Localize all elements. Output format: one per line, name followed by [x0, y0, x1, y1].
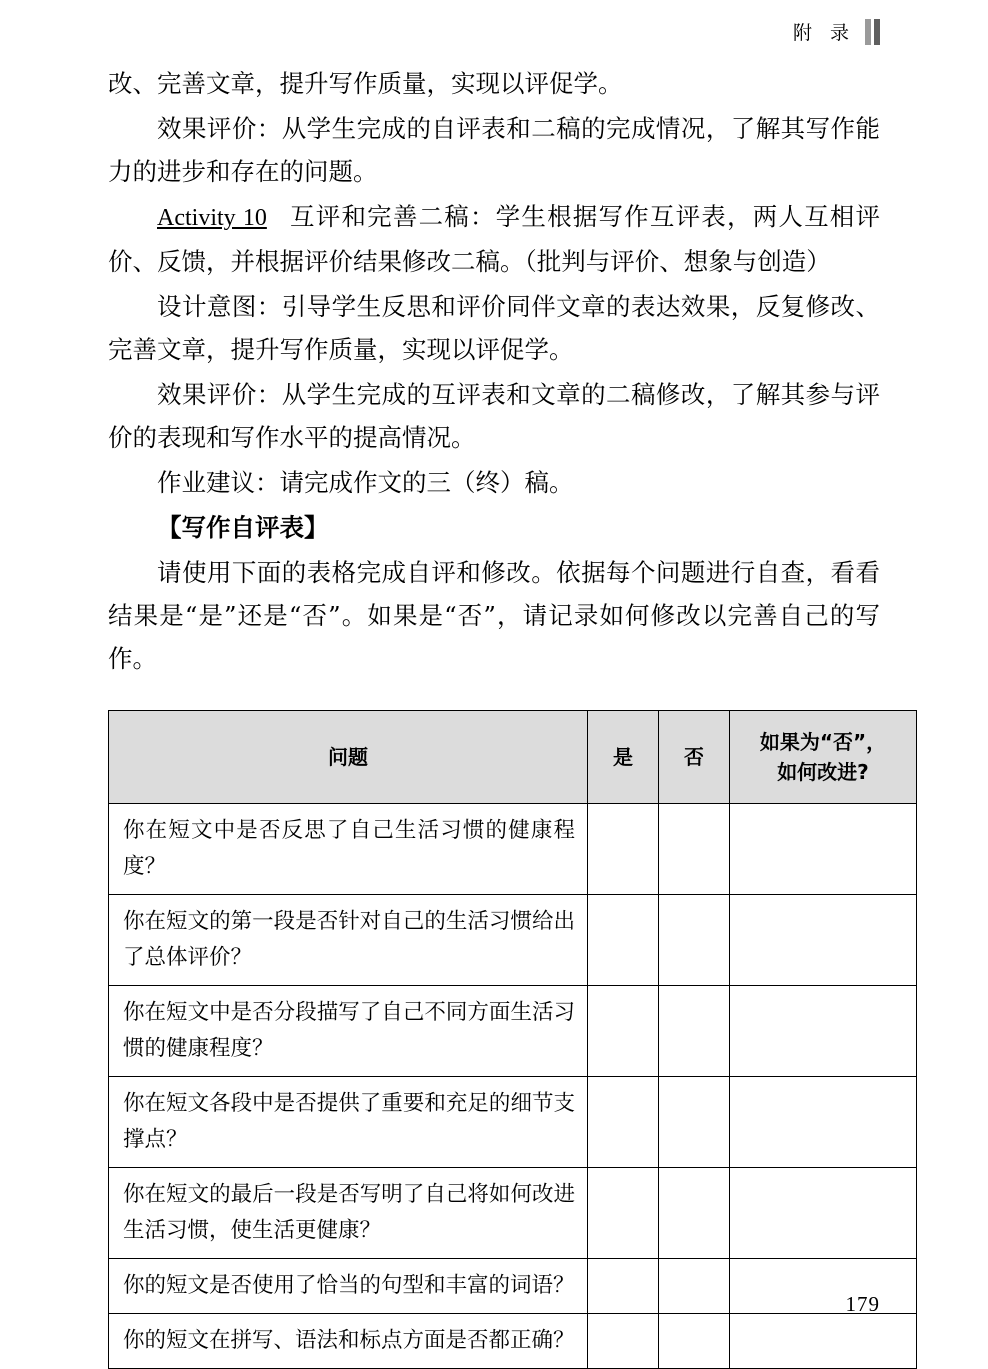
- page-header: [793, 18, 880, 45]
- row-no-cell[interactable]: [659, 1168, 730, 1259]
- column-header-question: 问题: [109, 711, 588, 804]
- row-question: 你在短文中是否分段描写了自己不同方面生活习惯的健康程度？: [109, 986, 588, 1077]
- paragraph-activity-10: [108, 195, 880, 283]
- paragraph-homework-suggestion: 作业建议：请完成作文的三（终）稿。: [157, 468, 574, 497]
- row-how-cell[interactable]: [730, 895, 917, 986]
- row-question: 你在短文的最后一段是否写明了自己将如何改进生活习惯，使生活更健康？: [109, 1168, 588, 1259]
- row-how-cell[interactable]: [730, 1314, 917, 1369]
- table-head: [109, 711, 917, 804]
- row-yes-cell[interactable]: [588, 986, 659, 1077]
- row-yes-cell[interactable]: [588, 1259, 659, 1314]
- row-no-cell[interactable]: [659, 1077, 730, 1168]
- paragraph-1: 改、完善文章，提升写作质量，实现以评促学。: [108, 69, 623, 98]
- row-no-cell[interactable]: [659, 895, 730, 986]
- row-yes-cell[interactable]: [588, 895, 659, 986]
- column-header-yes: 是: [588, 711, 659, 804]
- self-assessment-table-wrapper: [108, 710, 887, 1369]
- table-row: [109, 895, 917, 986]
- column-header-how-line2: 如何改进?: [777, 760, 869, 784]
- row-question: 你在短文的第一段是否针对自己的生活习惯给出了总体评价？: [109, 895, 588, 986]
- table-row: [109, 1314, 917, 1369]
- row-how-cell[interactable]: [730, 1259, 917, 1314]
- page-number: 179: [845, 1292, 880, 1316]
- header-title: 附 录: [792, 22, 855, 44]
- row-no-cell[interactable]: [659, 986, 730, 1077]
- row-yes-cell[interactable]: [588, 1314, 659, 1369]
- page-content: [108, 0, 887, 1369]
- table-row: [109, 1077, 917, 1168]
- table-body: [109, 804, 917, 1369]
- activity-text: 互评和完善二稿：学生根据写作互评表，两人互相评价、反馈，并根据评价结果修改二稿。（批判与评价、想象与创造）: [108, 202, 880, 276]
- row-question: 你的短文是否使用了恰当的句型和丰富的词语？: [109, 1259, 588, 1314]
- table-row: [109, 986, 917, 1077]
- table-row: [109, 804, 917, 895]
- paragraph-design-intent: 设计意图：引导学生反思和评价同伴文章的表达效果，反复修改、完善文章，提升写作质量，实现以评促学。: [108, 292, 880, 364]
- row-question: 你在短文各段中是否提供了重要和充足的细节支撑点？: [109, 1077, 588, 1168]
- column-header-no: 否: [659, 711, 730, 804]
- row-no-cell[interactable]: [659, 1259, 730, 1314]
- column-header-how-to-improve: [730, 711, 917, 804]
- row-question: 你在短文中是否反思了自己生活习惯的健康程度？: [109, 804, 588, 895]
- row-yes-cell[interactable]: [588, 1168, 659, 1259]
- paragraph-2: 效果评价：从学生完成的自评表和二稿的完成情况，了解其写作能力的进步和存在的问题。: [108, 114, 880, 186]
- row-question: 你的短文在拼写、语法和标点方面是否都正确？: [109, 1314, 588, 1369]
- row-yes-cell[interactable]: [588, 804, 659, 895]
- table-header-row: [109, 711, 917, 804]
- row-how-cell[interactable]: [730, 804, 917, 895]
- activity-label: Activity 10: [157, 205, 267, 231]
- self-assessment-table: [108, 710, 917, 1369]
- row-yes-cell[interactable]: [588, 1077, 659, 1168]
- row-no-cell[interactable]: [659, 804, 730, 895]
- page-marker-bars-icon: [865, 19, 880, 45]
- paragraph-effect-evaluation: 效果评价：从学生完成的互评表和文章的二稿修改，了解其参与评价的表现和写作水平的提高情况。: [108, 380, 880, 452]
- paragraph-instructions: 请使用下面的表格完成自评和修改。依据每个问题进行自查，看看结果是“是”还是“否”。如果是“否”，请记录如何修改以完善自己的写作。: [108, 558, 880, 673]
- section-heading: 【写作自评表】: [157, 513, 329, 542]
- row-no-cell[interactable]: [659, 1314, 730, 1369]
- row-how-cell[interactable]: [730, 986, 917, 1077]
- table-row: [109, 1168, 917, 1259]
- row-how-cell[interactable]: [730, 1077, 917, 1168]
- table-row: [109, 1259, 917, 1314]
- row-how-cell[interactable]: [730, 1168, 917, 1259]
- column-header-how-line1: 如果为“否”，: [759, 730, 887, 754]
